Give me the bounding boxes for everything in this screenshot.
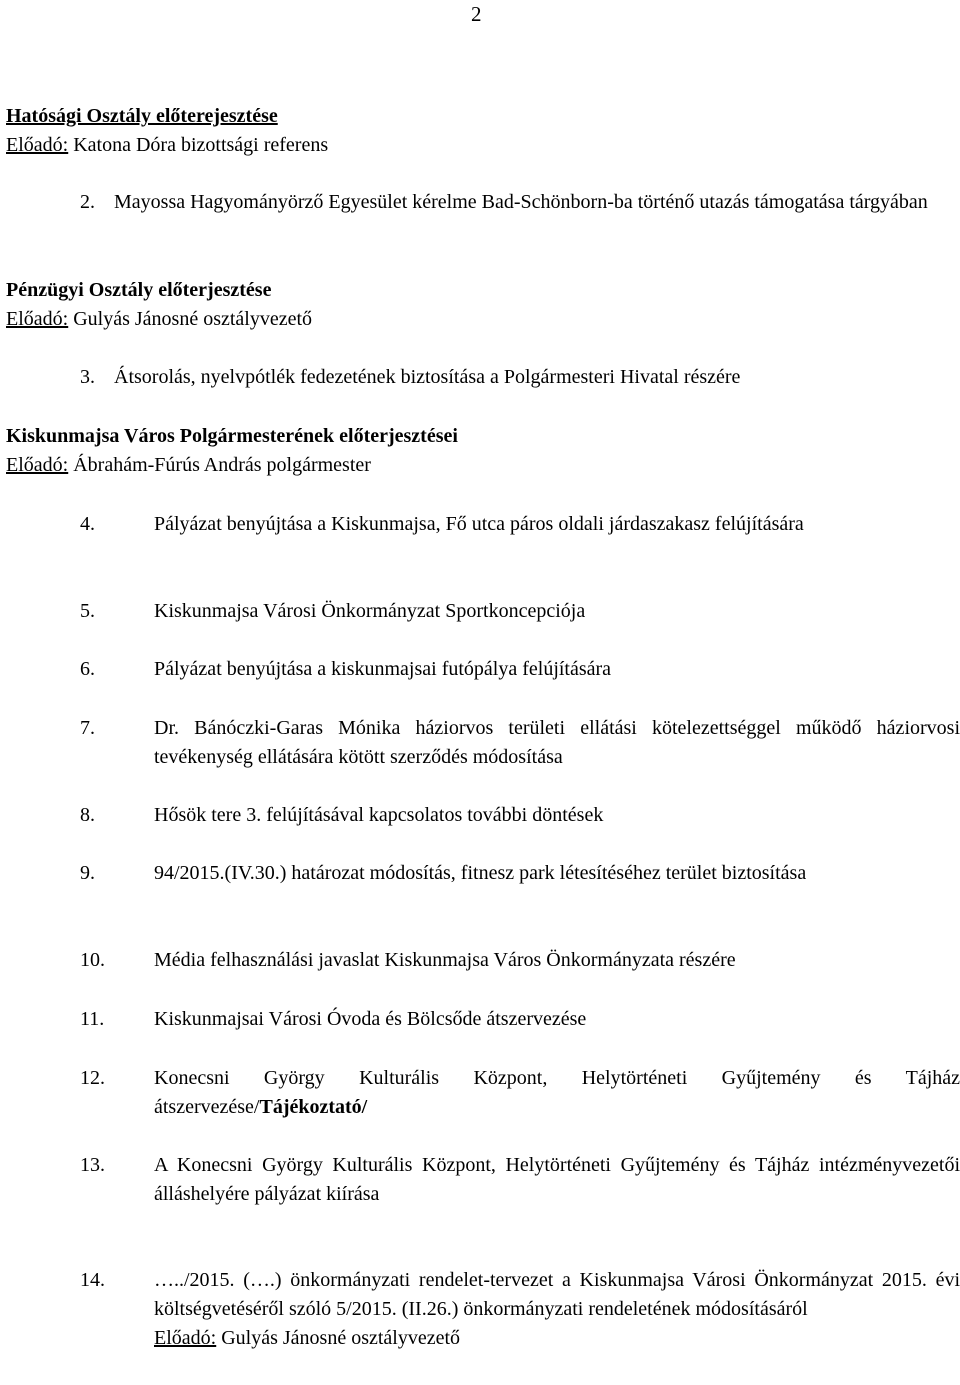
item-text-bold: Tájékoztató/ [259,1096,368,1118]
item-text: A Konecsni György Kulturális Központ, Helytörténeti Gyűjtemény és Tájház intézményvezetői álláshelyére pályázat kiírása [154,1154,960,1205]
item-text: Pályázat benyújtása a Kiskunmajsa, Fő utca páros oldali járdaszakasz felújítására [154,513,804,535]
item-text: Kiskunmajsa Városi Önkormányzat Sportkoncepciója [154,600,586,622]
section-heading: Pénzügyi Osztály előterjesztése [6,279,272,301]
item-text: …../2015. (….) önkormányzati rendelet-tervezet a Kiskunmajsa Városi Önkormányzat 2015. évi költségvetéséről szóló 5/2015. (II.26.) önkormányzati rendeletének módosításáról [154,1269,960,1320]
section-penzugyi [6,276,960,334]
item-text [154,1064,960,1122]
agenda-item-3 [80,363,960,392]
section-heading: Hatósági Osztály előterejesztése [6,105,278,127]
item-number: 3. [80,366,95,388]
item-number: 9. [80,862,95,884]
item-text-main: Konecsni György Kulturális Központ, Helytörténeti Gyűjtemény és Tájház átszervezése/ [154,1067,960,1118]
item-text: Média felhasználási javaslat Kiskunmajsa Város Önkormányzata részére [154,949,736,971]
agenda-item-10 [80,946,960,975]
item-number: 5. [80,600,95,622]
section-hatosagi [6,102,960,160]
presenter-label: Előadó: [6,308,69,330]
item-text: Dr. Bánóczki-Garas Mónika háziorvos területi ellátási kötelezettséggel működő háziorvosi tevékenység ellátására kötött szerződés módosítása [154,717,960,768]
presenter-name: Ábrahám-Fúrús András polgármester [68,454,371,476]
item-number: 10. [80,949,105,971]
presenter-line [6,131,960,160]
agenda-item-6 [80,655,960,684]
item-number: 13. [80,1154,105,1176]
item-text: Átsorolás, nyelvpótlék fedezetének biztosítása a Polgármesteri Hivatal részére [114,366,741,388]
agenda-item-12 [80,1064,960,1122]
presenter-name: Gulyás Jánosné osztályvezető [68,308,313,330]
agenda-item-5 [80,597,960,626]
item-number: 4. [80,513,95,535]
item-number: 8. [80,804,95,826]
agenda-item-2 [80,188,960,217]
item-text: 94/2015.(IV.30.) határozat módosítás, fitnesz park létesítéséhez terület biztosítása [154,862,807,884]
item-number: 11. [80,1008,105,1030]
agenda-item-11 [80,1005,960,1034]
item-number: 2. [80,191,95,213]
item-text: Pályázat benyújtása a kiskunmajsai futópálya felújítására [154,658,612,680]
item-text: Kiskunmajsai Városi Óvoda és Bölcsőde átszervezése [154,1008,587,1030]
presenter-line [6,305,960,334]
agenda-item-7 [80,714,960,772]
item-text: Hősök tere 3. felújításával kapcsolatos további döntések [154,804,604,826]
item-text: Mayossa Hagyományörző Egyesület kérelme Bad-Schönborn-ba történő utazás támogatása tárgyában [114,191,928,213]
item-number: 7. [80,717,95,739]
presenter-line [154,1324,960,1353]
section-polgarmester [6,422,960,480]
presenter-name: Katona Dóra bizottsági referens [68,134,329,156]
item-number: 12. [80,1067,105,1089]
agenda-item-4 [80,510,960,539]
agenda-item-14 [80,1266,960,1353]
presenter-label: Előadó: [154,1327,217,1349]
item-number: 6. [80,658,95,680]
page-number: 2 [471,2,482,26]
agenda-item-8 [80,801,960,830]
agenda-item-13 [80,1151,960,1209]
presenter-label: Előadó: [6,454,69,476]
presenter-label: Előadó: [6,134,69,156]
item-number: 14. [80,1269,105,1291]
section-heading: Kiskunmajsa Város Polgármesterének előterjesztései [6,425,458,447]
presenter-line [6,451,960,480]
presenter-name: Gulyás Jánosné osztályvezető [216,1327,461,1349]
agenda-item-9 [80,859,960,888]
